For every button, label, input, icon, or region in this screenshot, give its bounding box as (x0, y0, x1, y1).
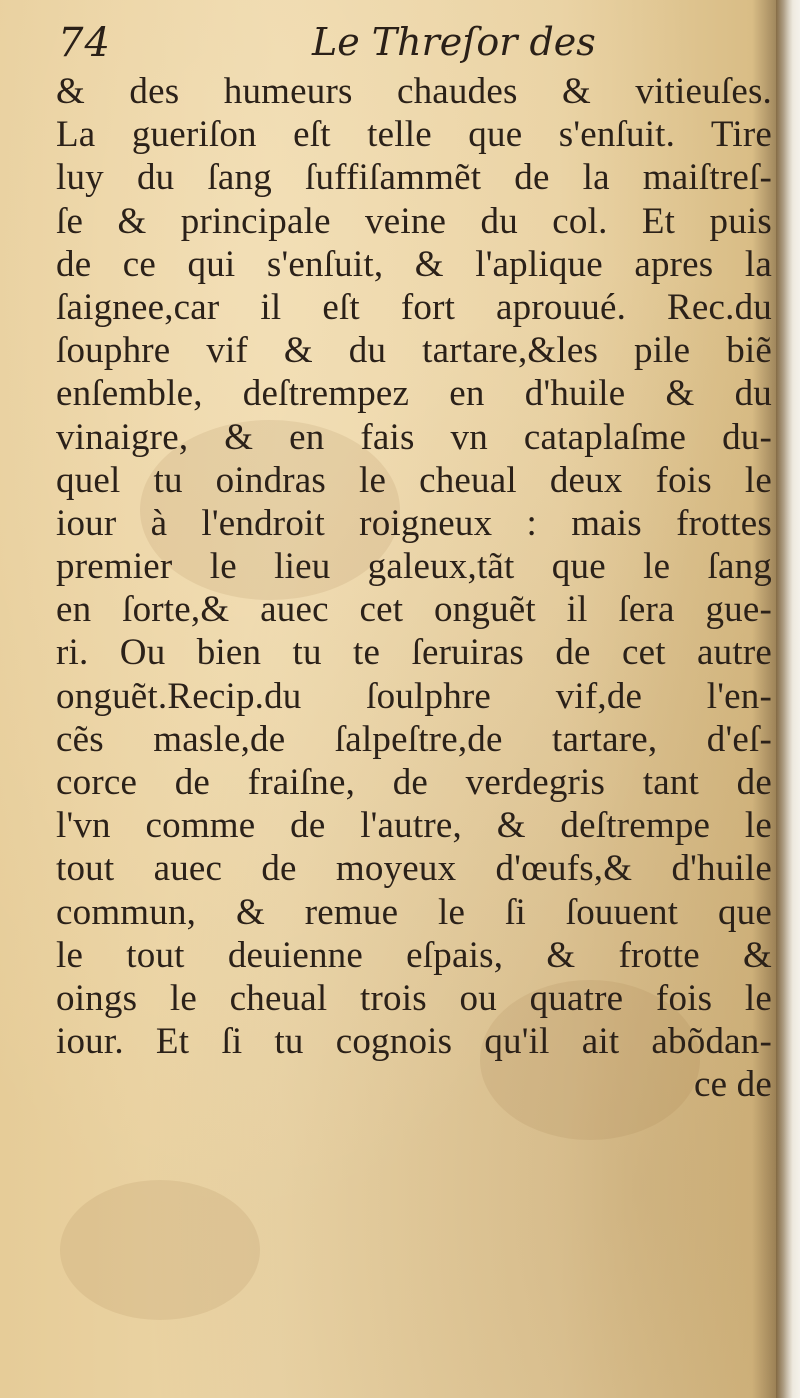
text-line: ſe & principale veine du col. Et puis (56, 200, 772, 242)
text-line: cẽs masle,de ſalpeſtre,de tartare, d'eſ- (56, 718, 772, 760)
page-number: 74 (58, 20, 111, 66)
text-line: La gueriſon eſt telle que s'enſuit. Tire (56, 114, 772, 156)
paper-stain (60, 1180, 260, 1320)
text-line: vinaigre, & en fais vn cataplaſme du- (56, 416, 772, 458)
text-line: le tout deuienne eſpais, & frotte & (56, 934, 772, 976)
text-line: l'vn comme de l'autre, & deſtrempe le (56, 805, 772, 847)
text-line: ſaignee,car il eſt fort aprouué. Rec.du (56, 286, 772, 328)
text-line: iour à l'endroit roigneux : mais frottes (56, 502, 772, 544)
text-line: enſemble, deſtrempez en d'huile & du (56, 373, 772, 415)
catchword: ce de (693, 1064, 772, 1106)
text-line: quel tu oindras le cheual deux fois le (56, 459, 772, 501)
text-line: corce de fraiſne, de verdegris tant de (56, 762, 772, 803)
text-line: ri. Ou bien tu te ſeruiras de cet autre (56, 632, 772, 674)
running-title: Le Threſor des (312, 20, 596, 64)
body-text (56, 70, 772, 1107)
text-line: luy du ſang ſuffiſammẽt de la maiſtreſ- (56, 157, 772, 199)
text-line: oings le cheual trois ou quatre fois le (56, 977, 772, 1019)
text-line: onguẽt.Recip.du ſoulphre vif,de l'en- (56, 675, 772, 717)
text-line: de ce qui s'enſuit, & l'aplique apres la (56, 243, 772, 285)
text-line: iour. Et ſi tu cognois qu'il ait abõdan- (56, 1021, 772, 1063)
text-line: tout auec de moyeux d'œufs,& d'huile (56, 848, 772, 890)
text-line: premier le lieu galeux,tãt que le ſang (56, 546, 772, 588)
text-line: & des humeurs chaudes & vitieuſes. (56, 71, 772, 112)
page-header (0, 16, 780, 76)
text-line: en ſorte,& auec cet onguẽt il ſera gue- (56, 589, 772, 631)
page-gutter (776, 0, 800, 1398)
text-line: commun, & remue le ſi ſouuent que (56, 891, 772, 933)
text-line: ſouphre vif & du tartare,&les pile biẽ (56, 330, 772, 372)
